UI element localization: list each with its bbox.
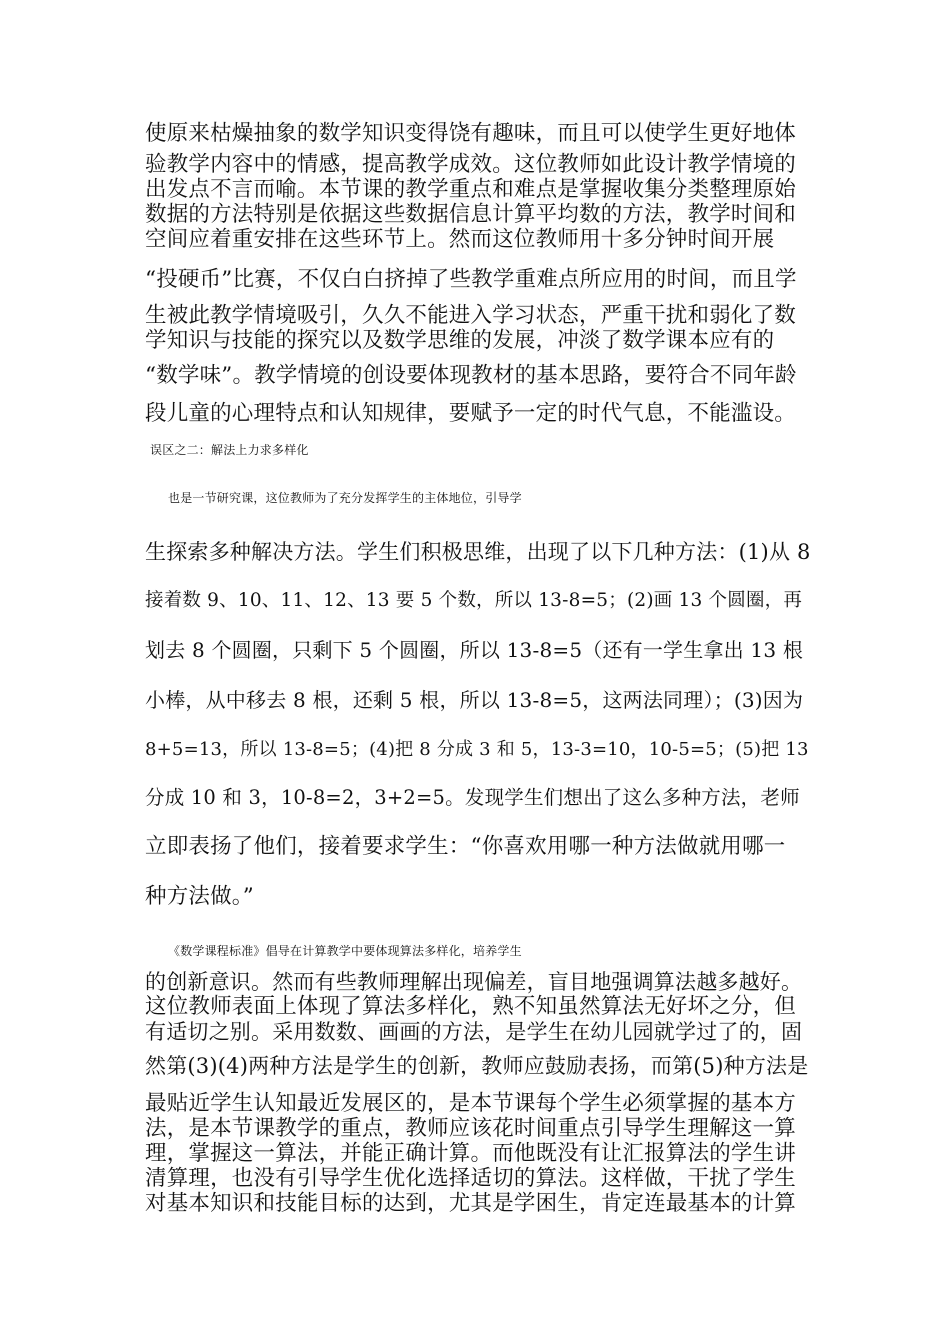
paragraph-3-line: 然第(3)(4)两种方法是学生的创新，教师应鼓励表扬，而第(5)种方法是 — [145, 1054, 809, 1078]
paragraph-1-line: “数学味”。教学情境的创设要体现教材的基本思路，要符合不同年龄 — [145, 363, 797, 388]
section-heading: 误区之二：解法上力求多样化 — [150, 443, 309, 457]
paragraph-1-line: 数据的方法特别是依据这些数据信息计算平均数的方法，教学时间和 — [145, 202, 797, 227]
paragraph-1-line: 学知识与技能的探究以及数学思维的发展，冲淡了数学课本应有的 — [145, 328, 775, 353]
paragraph-3-line: 清算理，也没有引导学生优化选择适切的算法。这样做，干扰了学生 — [145, 1166, 797, 1191]
paragraph-3-line: 理，掌握这一算法，并能正确计算。而他既没有让汇报算法的学生讲 — [145, 1141, 797, 1166]
paragraph-1-line: 出发点不言而喻。本节课的教学重点和难点是掌握收集分类整理原始 — [145, 177, 797, 202]
paragraph-3-line: 有适切之别。采用数数、画画的方法，是学生在幼儿园就学过了的，固 — [145, 1020, 803, 1044]
paragraph-3-line: 法，是本节课教学的重点，教师应该花时间重点引导学生理解这一算 — [145, 1116, 797, 1141]
paragraph-1-line: 生被此教学情境吸引，久久不能进入学习状态，严重干扰和弱化了数 — [145, 303, 797, 328]
paragraph-1-line: 验教学内容中的情感，提高教学成效。这位教师如此设计教学情境的 — [145, 152, 797, 177]
paragraph-3-line: 对基本知识和技能目标的达到，尤其是学困生，肯定连最基本的计算 — [145, 1191, 797, 1216]
paragraph-2-line: 种方法做。” — [145, 884, 254, 909]
paragraph-2-line: 划去 8 个圆圈，只剩下 5 个圆圈，所以 13-8=5（还有一学生拿出 13 根 — [145, 638, 804, 662]
paragraph-1-line: “投硬币”比赛，不仅白白挤掉了些教学重难点所应用的时间，而且学 — [145, 267, 797, 292]
paragraph-3-line: 这位教师表面上体现了算法多样化，熟不知虽然算法无好坏之分，但 — [145, 994, 797, 1019]
paragraph-2-line: 小棒，从中移去 8 根，还剩 5 根，所以 13-8=5，这两法同理）；(3)因为 — [145, 688, 804, 712]
paragraph-3-line: 《数学课程标准》倡导在计算教学中要体现算法多样化，培养学生 — [168, 944, 522, 958]
paragraph-2-line: 8+5=13，所以 13-8=5；(4)把 8 分成 3 和 5，13-3=10，10-5=5；(5)把 13 — [145, 739, 809, 760]
paragraph-1-line: 段儿童的心理特点和认知规律，要赋予一定的时代气息，不能滥设。 — [145, 401, 797, 426]
paragraph-2-line: 也是一节研究课，这位教师为了充分发挥学生的主体地位，引导学 — [168, 491, 522, 505]
paragraph-2-line: 生探索多种解决方法。学生们积极思维，出现了以下几种方法：(1)从 8 — [145, 540, 811, 564]
paragraph-3-line: 的创新意识。然而有些教师理解出现偏差，盲目地强调算法越多越好。 — [145, 970, 803, 994]
paragraph-2-line: 分成 10 和 3，10-8=2，3+2=5。发现学生们想出了这么多种方法，老师 — [145, 786, 800, 809]
paragraph-2-line: 立即表扬了他们，接着要求学生：“你喜欢用哪一种方法做就用哪一 — [145, 834, 786, 859]
paragraph-3-line: 最贴近学生认知最近发展区的，是本节课每个学生必须掌握的基本方 — [145, 1091, 797, 1116]
paragraph-1-line: 空间应着重安排在这些环节上。然而这位教师用十多分钟时间开展 — [145, 227, 775, 252]
paragraph-2-line: 接着数 9、10、11、12、13 要 5 个数，所以 13-8=5；(2)画 13 个圆圈，再 — [145, 590, 803, 611]
paragraph-1-line: 使原来枯燥抽象的数学知识变得饶有趣味，而且可以使学生更好地体 — [145, 121, 797, 146]
